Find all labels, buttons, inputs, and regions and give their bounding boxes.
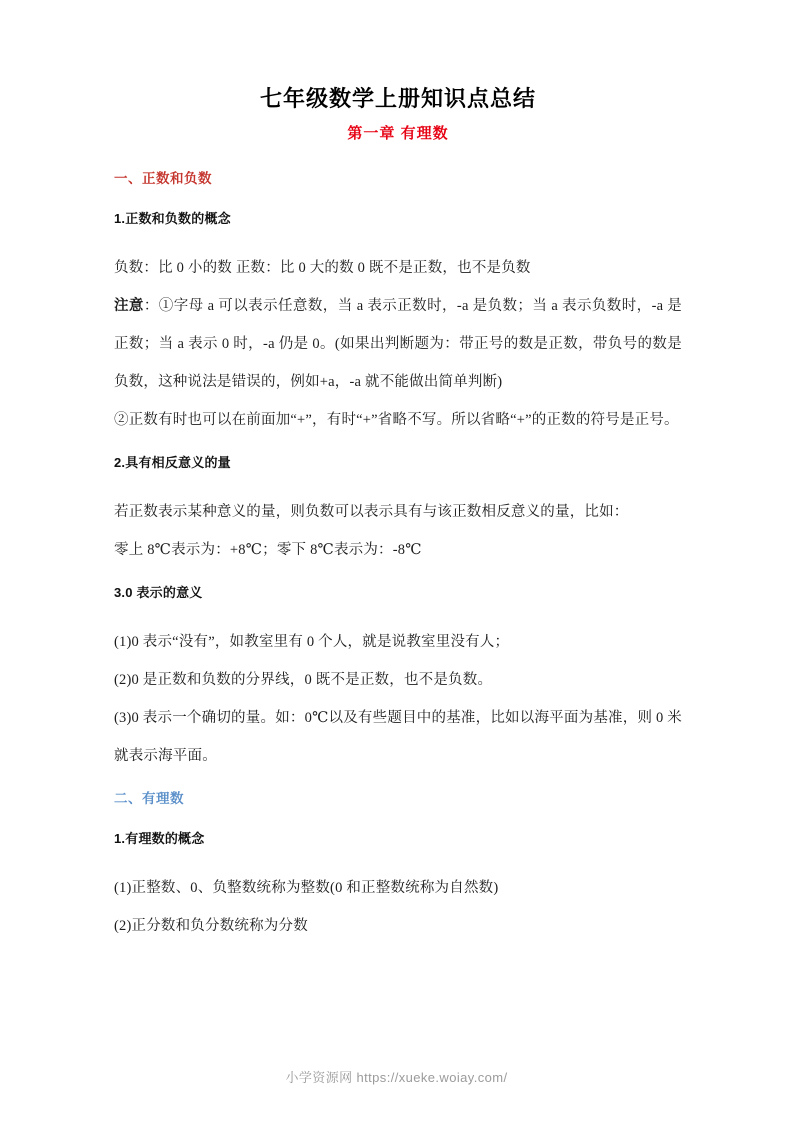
section-zhengshu-fushu <box>114 169 682 775</box>
paragraph-zero-meaning-3: (3)0 表示一个确切的量。如：0℃以及有些题目中的基准，比如以海平面为基准，则 0 米就表示海平面。 <box>114 710 682 764</box>
spacer <box>114 775 682 789</box>
section-youlishu <box>114 789 682 945</box>
paragraph-note-a: 注意：①字母 a 可以表示任意数，当 a 表示正数时，-a 是负数；当 a 表示负数时，-a 是正数；当 a 表示 0 时，-a 仍是 0。(如果出判断题为：带正号的数是正数，带负号的数是负数，这种说法是错误的，例如+a，-a 就不能做出简单判断) <box>114 298 682 390</box>
document-content <box>114 84 682 945</box>
paragraph-zero-meaning-2: (2)0 是正数和负数的分界线，0 既不是正数，也不是负数。 <box>114 672 493 688</box>
section-heading-1: 一、正数和负数 <box>114 171 212 186</box>
paragraph-definition: 负数：比 0 小的数 正数：比 0 大的数 0 既不是正数，也不是负数 <box>114 260 531 276</box>
paragraph-fraction-definition: (2)正分数和负分数统称为分数 <box>114 918 308 934</box>
section-heading-2: 二、有理数 <box>114 791 184 806</box>
paragraph-temperature-example: 零上 8℃表示为：+8℃；零下 8℃表示为：-8℃ <box>114 542 422 558</box>
paragraph-integer-definition: (1)正整数、0、负整数统称为整数(0 和正整数统称为自然数) <box>114 880 499 896</box>
note-label: 注意 <box>114 298 144 314</box>
paragraph-opposite-meaning: 若正数表示某种意义的量，则负数可以表示具有与该正数相反意义的量，比如： <box>114 504 629 520</box>
footer-watermark <box>0 1068 793 1088</box>
page-title: 七年级数学上册知识点总结 <box>259 86 536 111</box>
paragraph-zero-meaning-1: (1)0 表示“没有”，如教室里有 0 个人，就是说教室里没有人； <box>114 634 510 650</box>
paragraph-note-plus-sign: ②正数有时也可以在前面加“+”，有时“+”省略不写。所以省略“+”的正数的符号是正号。 <box>114 412 679 428</box>
footer-text: 小学资源网 https://xueke.woiay.com/ <box>285 1070 508 1085</box>
subsection-heading-1-3: 3.0 表示的意义 <box>114 585 203 600</box>
subsection-heading-1-1: 1.正数和负数的概念 <box>114 211 231 226</box>
spacer <box>114 569 682 583</box>
subsection-heading-1-2: 2.具有相反意义的量 <box>114 455 231 470</box>
spacer <box>114 439 682 453</box>
chapter-title: 第一章 有理数 <box>347 125 449 142</box>
subsection-heading-2-1: 1.有理数的概念 <box>114 831 205 846</box>
